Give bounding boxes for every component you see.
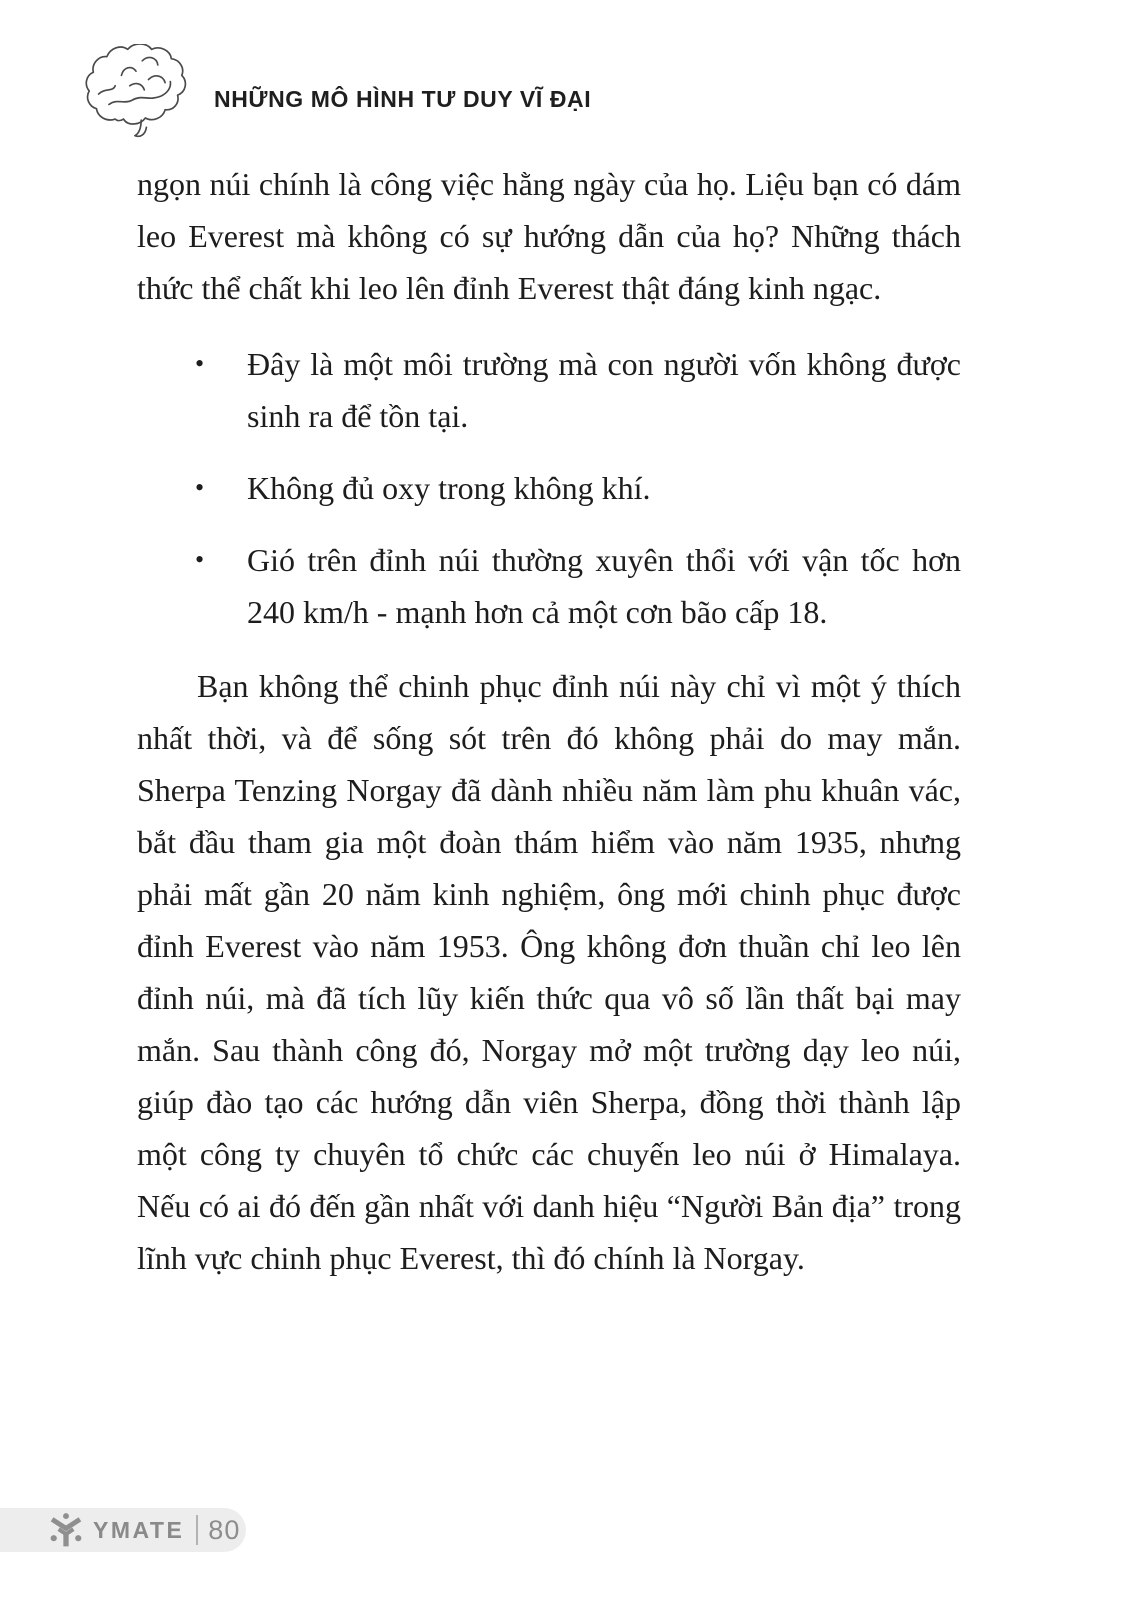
bullet-icon: • (195, 349, 205, 378)
page-header-title: NHỮNG MÔ HÌNH TƯ DUY VĨ ĐẠI (214, 85, 592, 112)
bullet-list (137, 338, 961, 638)
paragraph-norgay: Bạn không thể chinh phục đỉnh núi này chỉ vì một ý thích nhất thời, và để sống sót trên đó không phải do may mắn. Sherpa Tenzing Norgay đã dành nhiều năm làm phu khuân vác, bắt đầu tham gia một đoàn thám hiểm vào năm 1935, nhưng phải mất gần 20 năm kinh nghiệm, ông mới chinh phục được đỉnh Everest vào năm 1953. Ông không đơn thuần chỉ leo lên đỉnh núi, mà đã tích lũy kiến thức qua vô số lần thất bại may mắn. Sau thành công đó, Norgay mở một trường dạy leo núi, giúp đào tạo các hướng dẫn viên Sherpa, đồng thời thành lập một công ty chuyên tổ chức các chuyến leo núi ở Himalaya. Nếu có ai đó đến gần nhất với danh hiệu “Người Bản địa” trong lĩnh vực chinh phục Everest, thì đó chính là Norgay. (137, 668, 961, 1276)
brain-icon (84, 44, 188, 140)
list-item (137, 534, 961, 638)
page-number: 80 (208, 1514, 241, 1545)
bullet-text: Gió trên đỉnh núi thường xuyên thổi với vận tốc hơn 240 km/h - mạnh hơn cả một cơn bão cấp 18. (247, 542, 961, 630)
page-content (137, 158, 961, 1284)
brand-label: YMATE (93, 1516, 185, 1543)
paragraph-intro: ngọn núi chính là công việc hằng ngày của họ. Liệu bạn có dám leo Everest mà không có sự hướng dẫn của họ? Những thách thức thể chất khi leo lên đỉnh Everest thật đáng kinh ngạc. (137, 166, 961, 306)
list-item (137, 462, 961, 514)
ymate-logo-icon (48, 1512, 84, 1548)
list-item (137, 338, 961, 442)
bullet-text: Không đủ oxy trong không khí. (247, 470, 651, 506)
bullet-icon: • (195, 545, 205, 574)
footer-divider (196, 1515, 198, 1545)
footer-page-badge (0, 1508, 246, 1552)
page-header (84, 44, 591, 140)
bullet-text: Đây là một môi trường mà con người vốn không được sinh ra để tồn tại. (247, 346, 961, 434)
bullet-icon: • (195, 473, 205, 502)
